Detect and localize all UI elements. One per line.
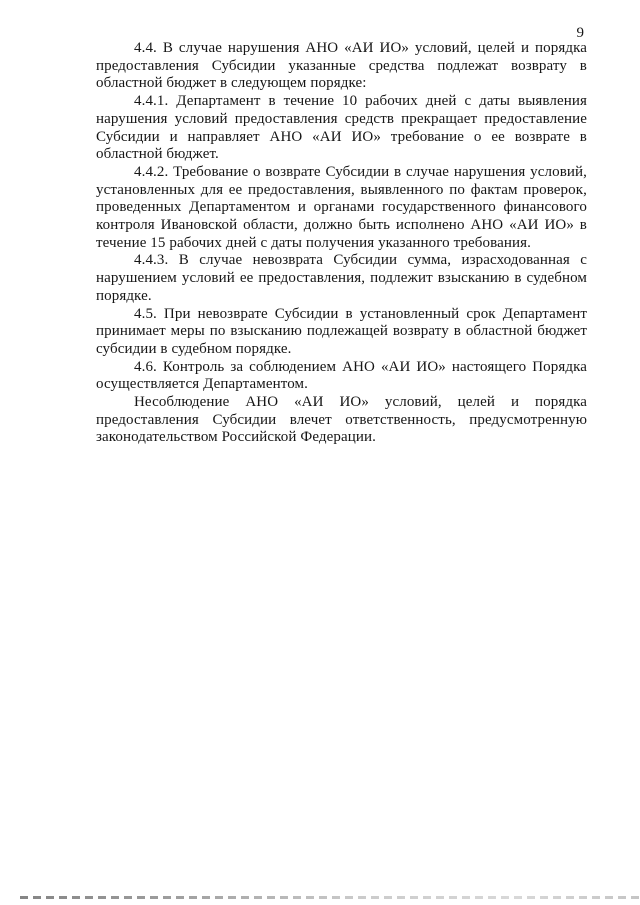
paragraph-4-4-2: 4.4.2. Требование о возврате Субсидии в случае нарушения условий, установленных для ее предоставления, выявленного по фактам проверок, проведенных Департаментом и органами государственного финансового контроля Ивановской области, должно быть исполнено АНО «АИ ИО» в течение 15 рабочих дней с даты получения указанного требования. <box>96 163 587 251</box>
paragraph-4-4-1: 4.4.1. Департамент в течение 10 рабочих дней с даты выявления нарушения условий предоставления средств прекращает предоставление Субсидии и направляет АНО «АИ ИО» требование о ее возврате в областной бюджет. <box>96 93 587 163</box>
paragraph-4-6: 4.6. Контроль за соблюдением АНО «АИ ИО» настоящего Порядка осуществляется Департаментом. <box>96 358 587 393</box>
document-body <box>96 40 587 447</box>
paragraph-closing: Несоблюдение АНО «АИ ИО» условий, целей и порядка предоставления Субсидии влечет ответственность, предусмотренную законодательством Российской Федерации. <box>96 394 587 446</box>
paragraph-4-4-3: 4.4.3. В случае невозврата Субсидии сумма, израсходованная с нарушением условий ее предоставления, подлежит взысканию в судебном порядке. <box>96 252 587 304</box>
page-number: 9 <box>576 25 584 41</box>
paragraph-4-5: 4.5. При невозврате Субсидии в установленный срок Департамент принимает меры по взысканию подлежащей возврату в областной бюджет субсидии в судебном порядке. <box>96 305 587 357</box>
paragraph-4-4: 4.4. В случае нарушения АНО «АИ ИО» условий, целей и порядка предоставления Субсидии указанные средства подлежат возврату в областной бюджет в следующем порядке: <box>96 40 587 92</box>
scan-artifact-line <box>20 896 640 899</box>
